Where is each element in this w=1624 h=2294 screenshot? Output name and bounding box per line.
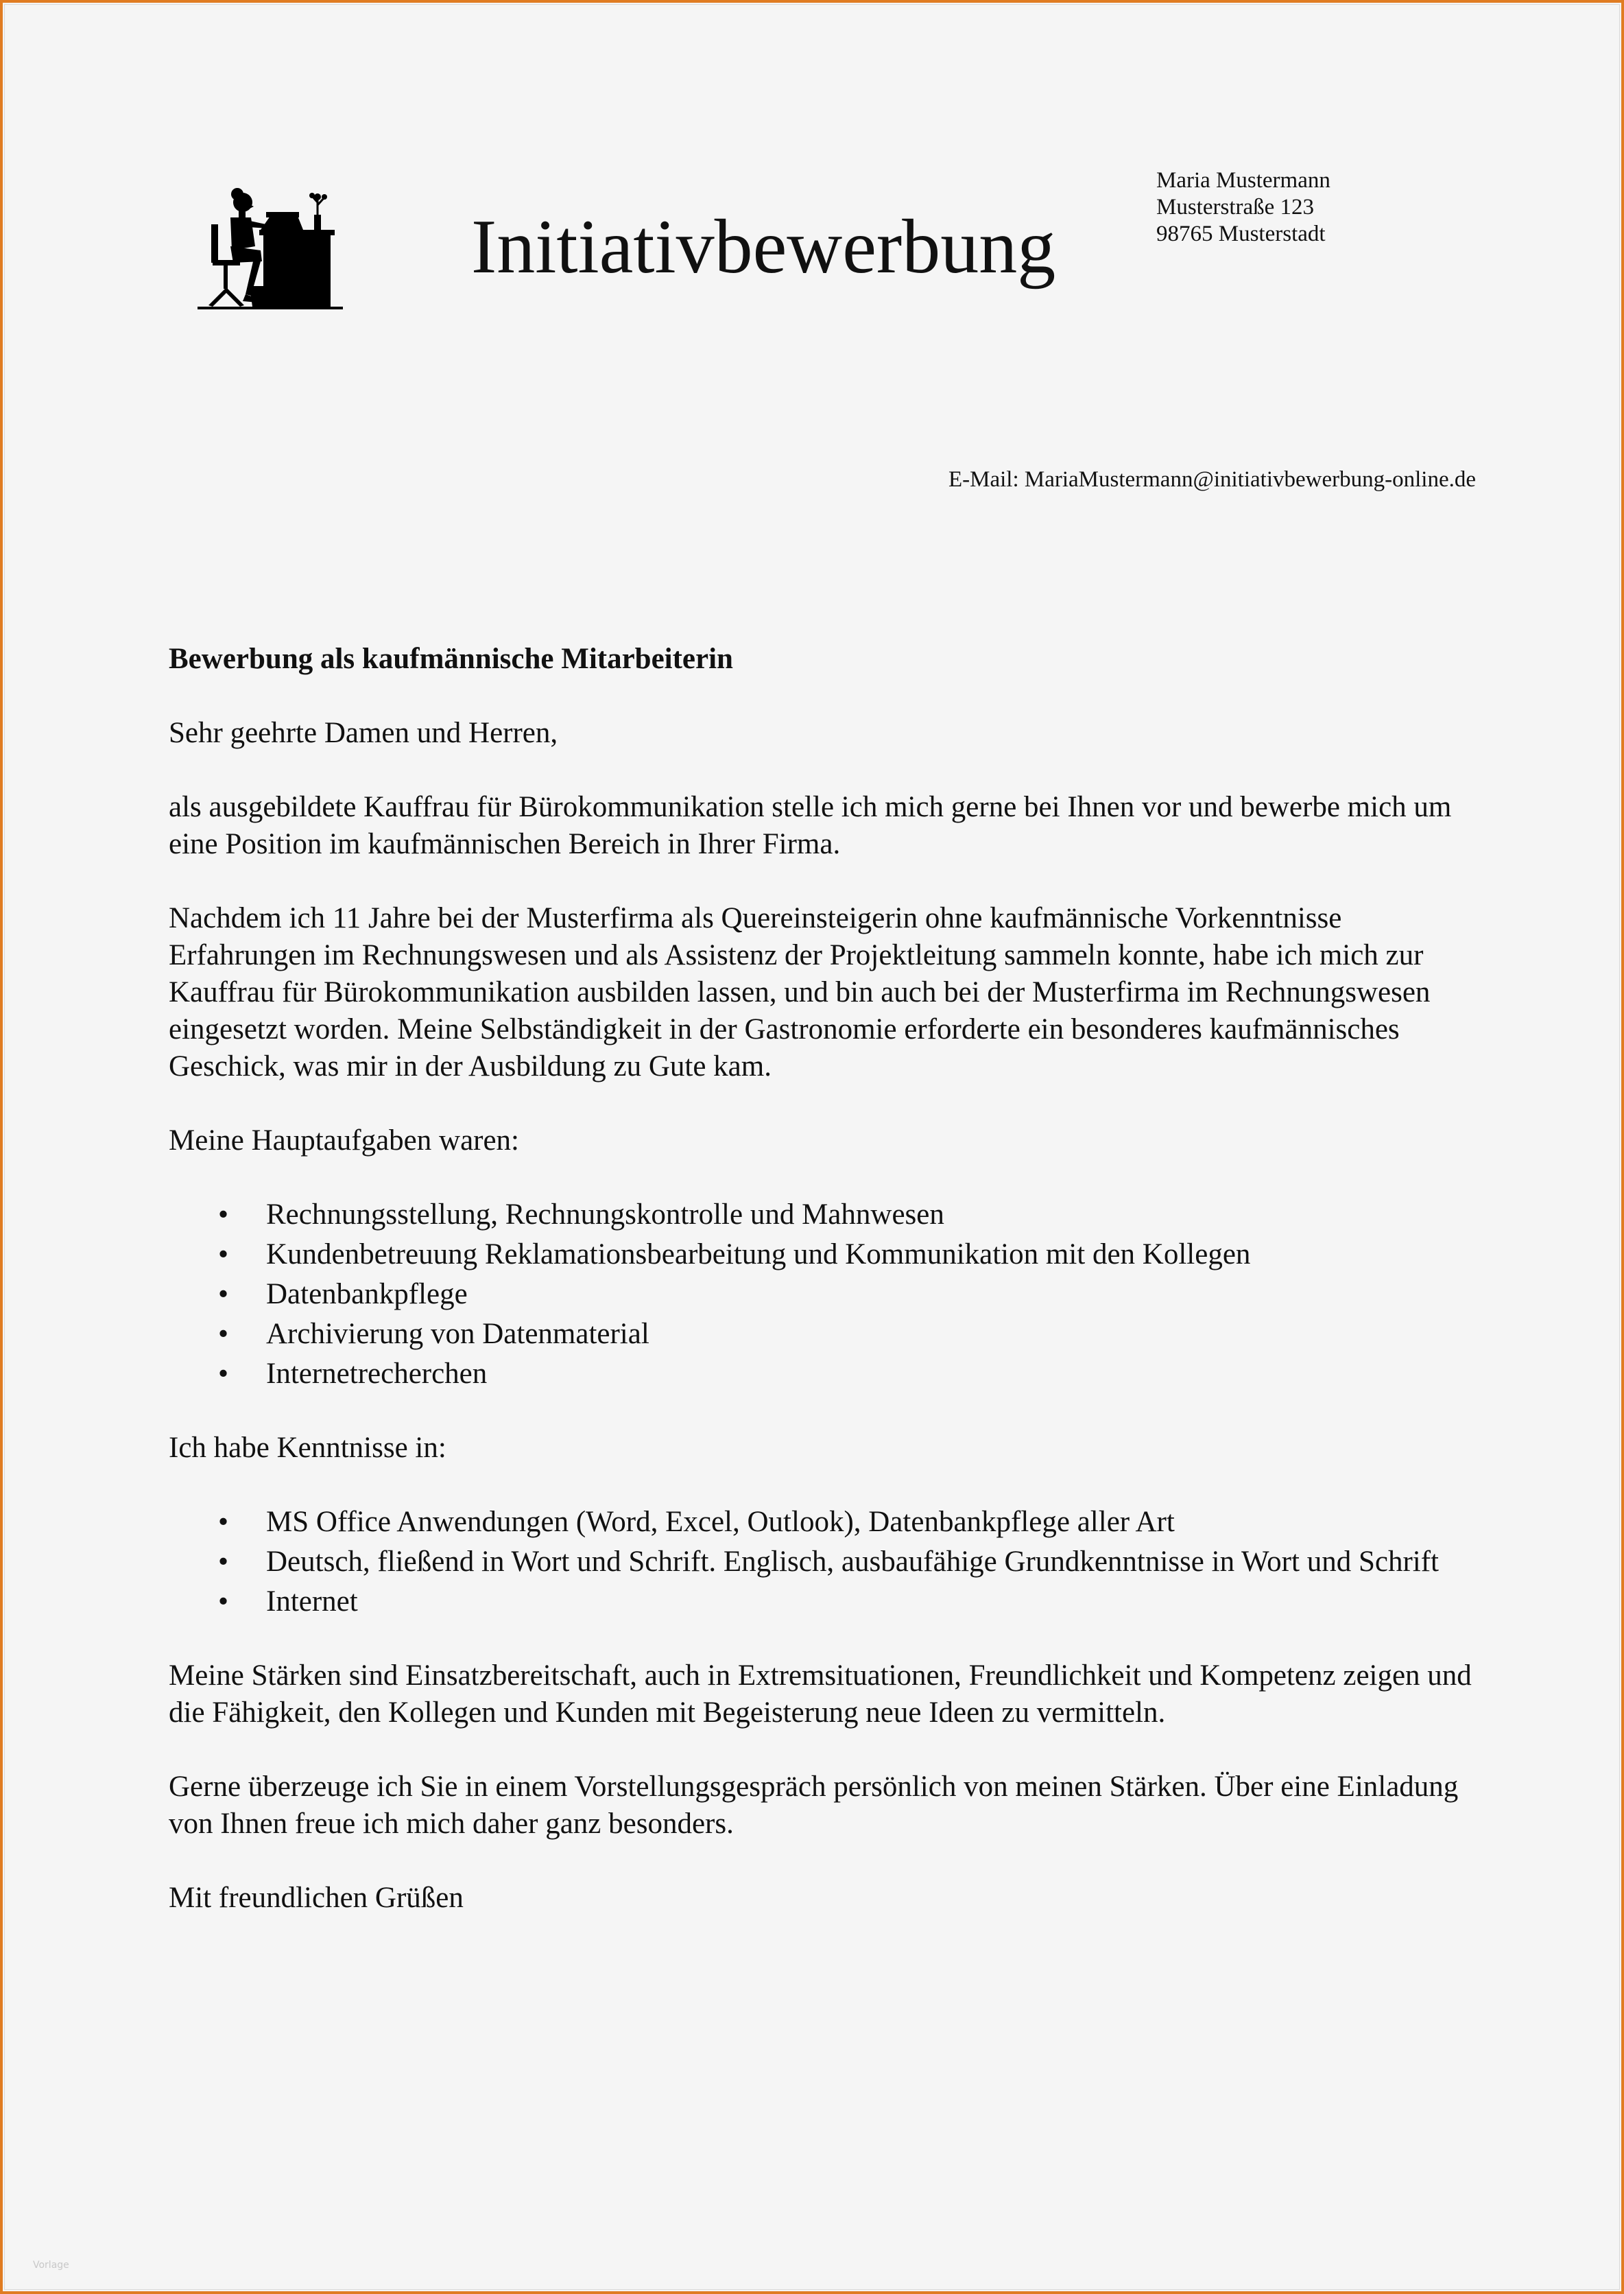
tasks-list — [169, 1196, 1485, 1393]
desk-body — [263, 234, 331, 307]
letter-salutation: Sehr geehrte Damen und Herren, — [169, 717, 558, 749]
bullet-icon: • — [218, 1278, 229, 1310]
letter-closing: Mit freundlichen Grüßen — [169, 1882, 464, 1914]
floor-line — [198, 307, 343, 309]
skills-intro: Ich habe Kenntnisse in: — [169, 1432, 446, 1464]
woman-at-typewriter-silhouette-icon — [195, 185, 346, 311]
wastebasket — [250, 286, 270, 307]
paragraph-intro: als ausgebildete Kauffrau für Bürokommunikation stelle ich mich gerne bei Ihnen vor und bewerbe mich um eine Position im kaufmännischen Bereich in Ihrer Firma. — [169, 791, 1452, 860]
list-item: • Kundenbetreuung Reklamationsbearbeitung und Kommunikation mit den Kollegen — [169, 1236, 1485, 1273]
list-item: • MS Office Anwendungen (Word, Excel, Outlook), Datenbankpflege aller Art — [169, 1504, 1485, 1541]
list-item: • Rechnungsstellung, Rechnungskontrolle und Mahnwesen — [169, 1196, 1485, 1233]
bullet-icon: • — [218, 1585, 229, 1618]
paragraph-strengths: Meine Stärken sind Einsatzbereitschaft, auch in Extremsituationen, Freundlichkeit und Kompetenz zeigen und die Fähigkeit, den Kollegen und Kunden mit Begeisterung neue Ideen zu vermitteln. — [169, 1659, 1472, 1729]
vase — [314, 215, 321, 230]
sender-street: Musterstraße 123 — [1156, 195, 1315, 220]
paragraph-experience: Nachdem ich 11 Jahre bei der Musterfirma als Quereinsteigerin ohne kaufmännische Vorkenntnisse Erfahrungen im Rechnungswesen und als Assistenz der Projektleitung sammeln konnte, habe ich mich zur Kauffrau für Bürokommunikation ausbilden lassen, und bin auch bei der Musterfirma im Rechnungswesen eingesetzt worden. Meine Selbständigkeit in der Gastronomie erforderte ein besonderes kaufmännisches Geschick, was mir in der Ausbildung zu Gute kam. — [169, 902, 1431, 1083]
bullet-icon: • — [218, 1358, 229, 1390]
letter-body — [169, 641, 1485, 1954]
sender-address — [1156, 167, 1330, 248]
chair-back — [211, 224, 218, 263]
skills-list — [169, 1504, 1485, 1620]
chair-seat — [213, 260, 240, 265]
sender-email: E-Mail: MariaMustermann@initiativbewerbung-online.de — [948, 467, 1476, 492]
bullet-icon: • — [218, 1506, 229, 1538]
page-title: Initiativbewerbung — [471, 204, 1056, 289]
bullet-icon: • — [218, 1238, 229, 1270]
list-item: • Datenbankpflege — [169, 1276, 1485, 1313]
list-item: • Internetrecherchen — [169, 1356, 1485, 1393]
bullet-icon: • — [218, 1198, 229, 1231]
bullet-icon: • — [218, 1318, 229, 1350]
paragraph-closing: Gerne überzeuge ich Sie in einem Vorstellungsgespräch persönlich von meinen Stärken. Über eine Einladung von Ihnen freue ich mich daher ganz besonders. — [169, 1771, 1459, 1840]
sender-city: 98765 Musterstadt — [1156, 222, 1326, 246]
list-item: • Internet — [169, 1583, 1485, 1620]
desk-top — [259, 230, 335, 235]
letter-subject: Bewerbung als kaufmännische Mitarbeiterin — [169, 643, 733, 675]
footer-watermark: Vorlage — [33, 2260, 69, 2271]
sender-name: Maria Mustermann — [1156, 168, 1330, 193]
tasks-intro: Meine Hauptaufgaben waren: — [169, 1124, 520, 1157]
bullet-icon: • — [218, 1546, 229, 1578]
list-item: • Deutsch, fließend in Wort und Schrift. Englisch, ausbaufähige Grundkenntnisse in Wort und Schrift — [169, 1544, 1485, 1581]
list-item: • Archivierung von Datenmaterial — [169, 1316, 1485, 1353]
